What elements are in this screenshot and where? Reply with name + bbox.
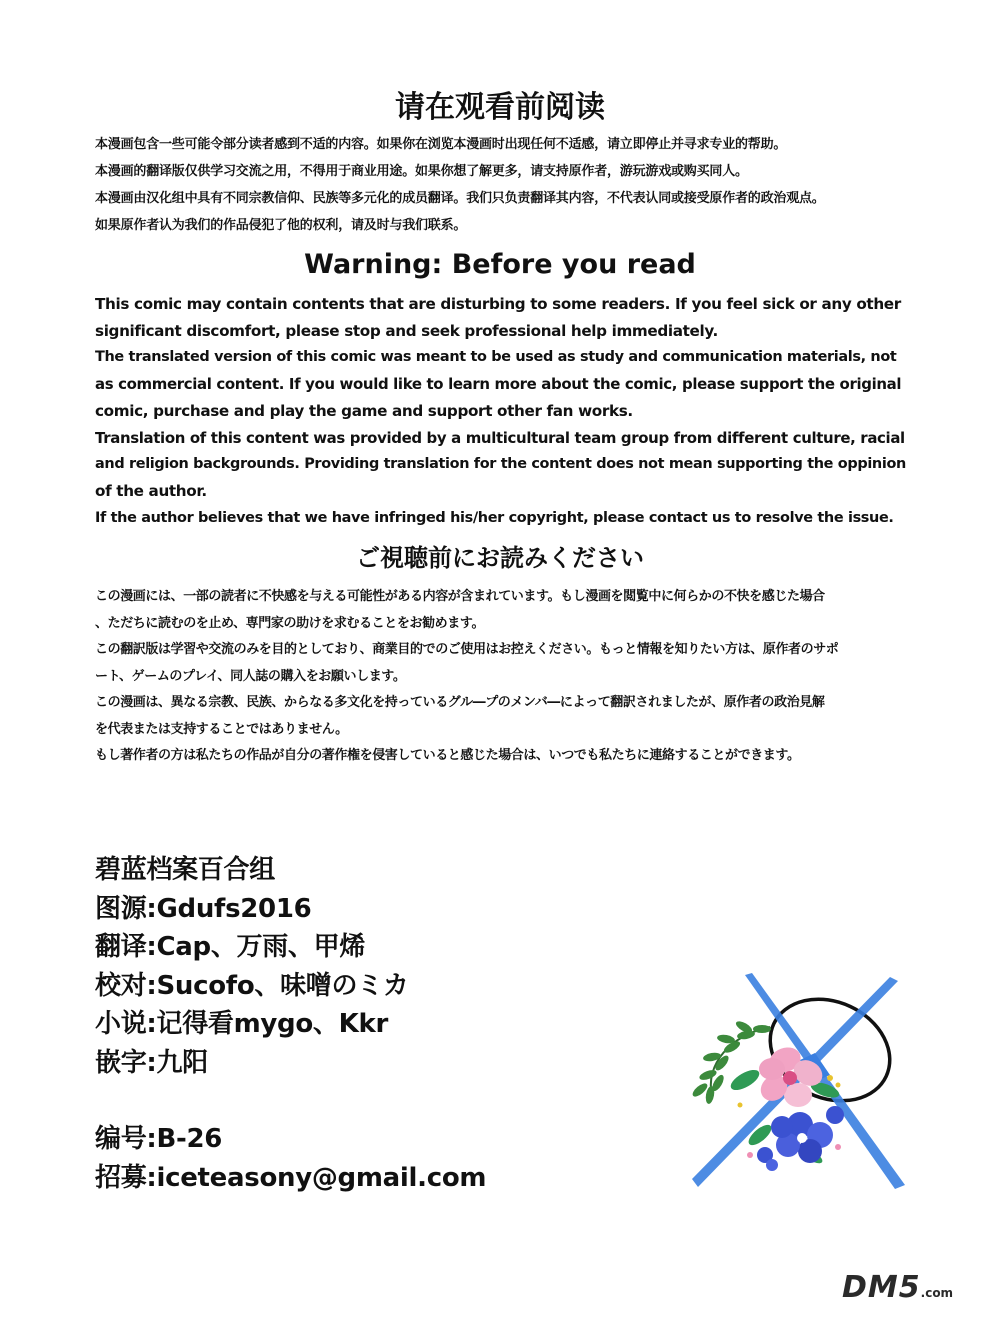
- japanese-notice-title: ご視聴前にお読みください: [356, 544, 644, 572]
- chinese-notice-line: 本漫画由汉化组中具有不同宗教信仰、民族等多元化的成员翻译。我们只负责翻译其内容，不代表认同或接受原作者的政治观点。: [95, 191, 825, 206]
- credit-novel: 小说:记得看mygo、Kkr: [95, 1009, 388, 1039]
- dm5-watermark: [842, 1270, 953, 1305]
- group-logo: [690, 965, 920, 1195]
- english-warning-line: as commercial content. If you would like to learn more about the comic, please support the original: [95, 375, 902, 394]
- japanese-notice-line: この翻訳版は学習や交流のみを目的としており、商業目的でのご使用はお控えください。もっと情報を知りたい方は、原作者のサポ: [95, 642, 839, 657]
- english-warning-line: and religion backgrounds. Providing translation for the content does not mean supporting the oppinion: [95, 456, 906, 473]
- credit-typesetting: 嵌字:九阳: [95, 1047, 208, 1078]
- english-warning-title: Warning: Before you read: [304, 249, 696, 280]
- english-warning-line: Translation of this content was provided by a multicultural team group from different culture, racial: [95, 428, 905, 447]
- chinese-notice-title: 请在观看前阅读: [395, 90, 605, 125]
- credit-number: 编号:B-26: [95, 1124, 223, 1154]
- chinese-notice-line: 本漫画的翻译版仅供学习交流之用，不得用于商业用途。如果你想了解更多，请支持原作者，游玩游戏或购买同人。: [95, 164, 748, 179]
- credit-proofreading: 校对:Sucofo、味噌のミカ: [95, 970, 409, 1001]
- japanese-notice-line: この漫画には、一部の読者に不快感を与える可能性がある内容が含まれています。もし漫画を閲覧中に何らかの不快を感じた場合: [95, 589, 825, 604]
- english-warning-body: [95, 291, 907, 531]
- credit-source: 图源:Gdufs2016: [95, 893, 312, 924]
- credit-recruit-email[interactable]: 招募:iceteasony@gmail.com: [95, 1162, 487, 1193]
- english-warning-line: The translated version of this comic was meant to be used as study and communication materials, not: [95, 349, 897, 366]
- english-warning-line: If the author believes that we have infringed his/her copyright, please contact us to resolve the issue.: [95, 509, 894, 526]
- japanese-notice-body: [95, 584, 907, 770]
- chinese-notice-line: 如果原作者认为我们的作品侵犯了他的权利，请及时与我们联系。: [95, 218, 467, 233]
- watermark-suffix: .com: [920, 1286, 954, 1300]
- credits-spacer: [95, 1082, 615, 1120]
- english-warning-line: This comic may contain contents that are disturbing to some readers. If you feel sick or any other: [95, 295, 901, 313]
- japanese-notice-line: ート、ゲームのプレイ、同人誌の購入をお願いします。: [95, 668, 406, 684]
- credit-translation: 翻译:Cap、万雨、甲烯: [95, 932, 366, 962]
- chinese-notice-line: 本漫画包含一些可能令部分读者感到不适的内容。如果你在浏览本漫画时出现任何不适感，请立即停止并寻求专业的帮助。: [95, 137, 787, 152]
- logo-blue-flowers: [757, 1106, 844, 1171]
- japanese-notice-line: 、ただちに読むのを止め、専門家の助けを求むることをお勧めます。: [95, 615, 485, 631]
- chinese-notice-body: [95, 131, 907, 239]
- japanese-notice-line: を代表または支持することではありません。: [95, 721, 348, 737]
- group-name: 碧蓝档案百合组: [95, 855, 275, 885]
- credits-block: [95, 851, 615, 1197]
- english-warning-line: significant discomfort, please stop and seek professional help immediately.: [95, 321, 718, 340]
- logo-wreath-leaves: [691, 1019, 771, 1105]
- english-warning-line: comic, purchase and play the game and support other fan works.: [95, 401, 633, 420]
- japanese-notice-line: この漫画は、異なる宗教、民族、からなる多文化を持っているグル―プのメンバ―によって翻訳されましたが、原作者の政治見解: [95, 695, 825, 710]
- japanese-notice-line: もし著作者の方は私たちの作品が自分の著作権を侵害していると感じた場合は、いつでも私たちに連絡することができます。: [95, 748, 800, 763]
- english-warning-line: of the author.: [95, 481, 207, 500]
- watermark-main: DM5: [842, 1270, 921, 1305]
